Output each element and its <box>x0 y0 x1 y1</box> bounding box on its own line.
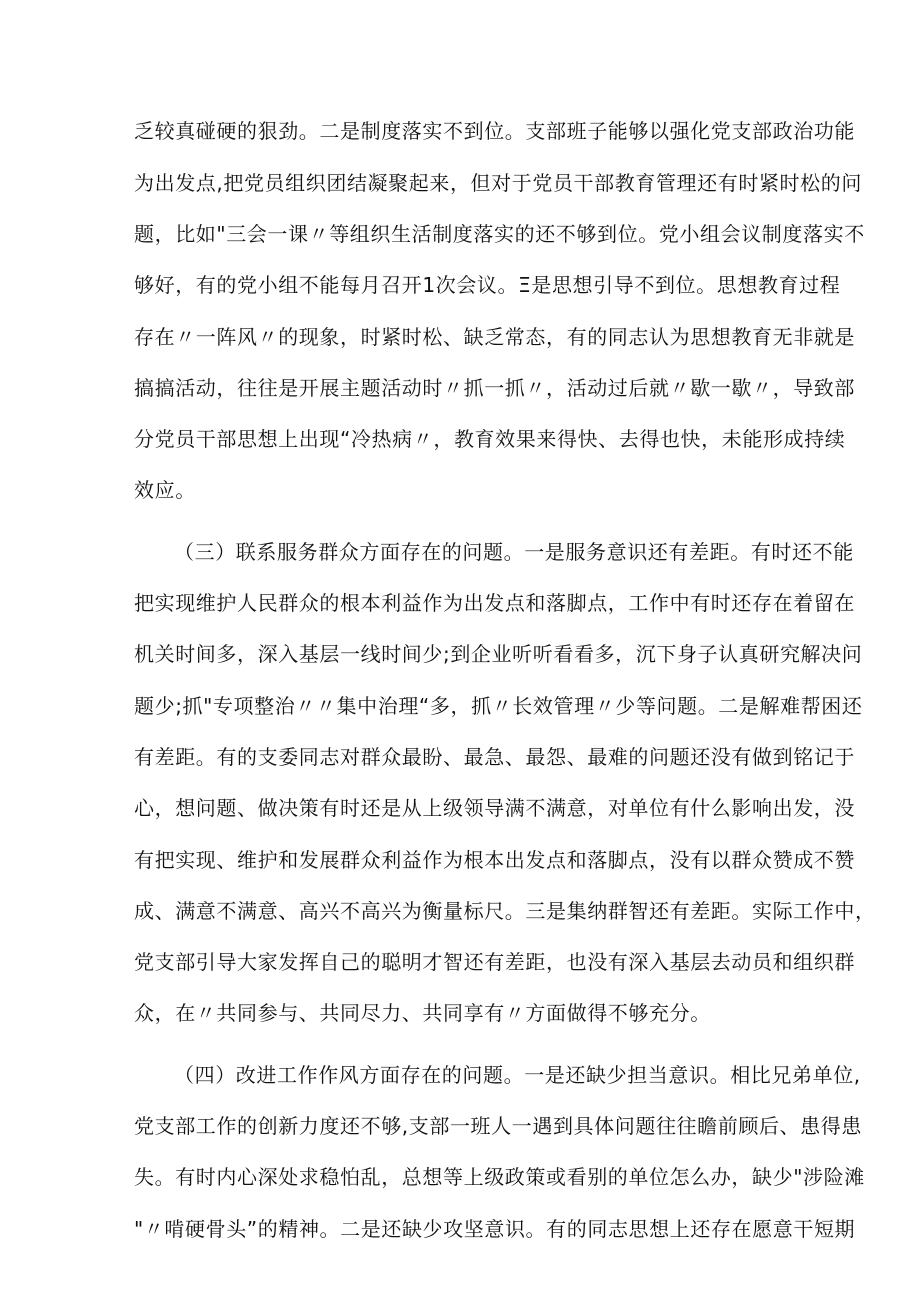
text-line: 为出发点,把党员组织团结凝聚起来，但对于党员干部教育管理还有时紧时松的问 <box>134 171 862 195</box>
text-line: 存在〃一阵风〃的现象，时紧时松、缺乏常态，有的同志认为思想教育无非就是 <box>134 325 855 349</box>
text-line: 效应。 <box>134 478 196 502</box>
text-line: 众，在〃共同参与、共同尽力、共同享有〃方面做得不够充分。 <box>134 1001 711 1025</box>
text-line: 心，想问题、做决策有时还是从上级领导满不满意，对单位有什么影响出发，没 <box>134 796 855 820</box>
text-line: （三）联系服务群众方面存在的问题。一是服务意识还有差距。有时还不能 <box>174 540 854 564</box>
text-line: 搞搞活动，往往是开展主题活动时〃抓一抓〃，活动过后就〃歇一歇〃，导致部 <box>134 376 855 400</box>
text-line: 分党员干部思想上出现“冷热病〃，教育效果来得快、去得也快，未能形成持续 <box>134 427 846 451</box>
text-line: 够好，有的党小组不能每月召开1次会议。Ξ是思想引导不到位。思想教育过程 <box>134 273 841 297</box>
text-line: 失。有时内心深处求稳怕乱，总想等上级政策或看别的单位怎么办，缺少"涉险滩 <box>134 1165 865 1189</box>
text-line: 有把实现、维护和发展群众利益作为根本出发点和落脚点，没有以群众赞成不赞 <box>134 848 855 872</box>
text-line: 把实现维护人民群众的根本利益作为出发点和落脚点，工作中有时还存在着留在 <box>134 591 855 615</box>
text-line: "〃啃硬骨头”的精神。二是还缺少攻坚意识。有的同志思想上还存在愿意干短期 <box>134 1217 856 1241</box>
text-line: 机关时间多，深入基层一线时间少;到企业听听看看多，沉下身子认真研究解决问 <box>134 642 863 666</box>
text-line: 有差距。有的支委同志对群众最盼、最急、最怨、最难的问题还没有做到铭记于 <box>134 745 855 769</box>
text-line: 题，比如"三会一课〃等组织生活制度落实的还不够到位。党小组会议制度落实不 <box>134 222 865 246</box>
text-line: 题少;抓"专项整治〃〃集中治理“多，抓〃长效管理〃少等问题。二是解难帮困还 <box>134 694 863 718</box>
text-line: （四）改进工作作风方面存在的问题。一是还缺少担当意识。相比兄弟单位, <box>174 1063 861 1087</box>
text-line: 党支部引导大家发挥自己的聪明才智还有差距，也没有深入基层去动员和组织群 <box>134 950 855 974</box>
text-line: 乏较真碰硬的狠劲。二是制度落实不到位。支部班子能够以强化党支部政治功能 <box>134 119 855 143</box>
text-line: 党支部工作的创新力度还不够,支部一班人一遇到具体问题往往瞻前顾后、患得患 <box>134 1114 862 1138</box>
text-line: 成、满意不满意、高兴不高兴为衡量标尺。三是集纳群智还有差距。实际工作中， <box>134 899 876 923</box>
